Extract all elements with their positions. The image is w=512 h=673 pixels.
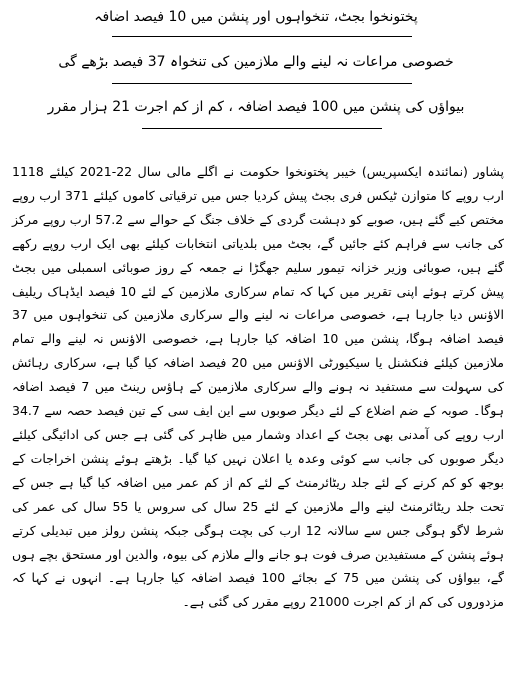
article-body: پشاور (نمائندہ ایکسپریس) خیبر پختونخوا حکومت نے اگلے مالی سال 22-2021 کیلئے 1118 ارب روپے کا متوازن ٹیکس فری بجٹ پیش کردیا جس میں ترقیاتی کاموں کیلئے 371 ارب روپے مختص کیے گئے ہیں، صوبے کو دہشت گردی کے خلاف جنگ کے حوالے سے 57.2 ارب روپے مرکز کی جانب سے فراہم کئے جائیں گے، بجٹ میں بلدیاتی انتخابات کیلئے بھی ایک ارب روپے رکھے گئے ہیں، صوبائی وزیر خزانہ تیمور سلیم جھگڑا نے جمعہ کے روز صوبائی اسمبلی میں بجٹ پیش کرتے ہوئے اپنی تقریر میں کہا کہ تمام سرکاری ملازمین کے لئے 10 فیصد ایڈہاک ریلیف الاؤنس دیا جارہا ہے، خصوصی مراعات نہ لینے والے سرکاری ملازمین کی تنخواہوں میں 37 فیصد اضافہ ہوگا، پنشن میں 10 اضافہ کیا جارہا ہے، خصوصی الاؤنس نہ لینے والے تمام ملازمین کیلئے فنکشنل یا سیکیورٹی الاؤنس میں 20 فیصد اضافہ کیا گیا ہے، سرکاری رہائش کی سہولت سے مستفید نہ ہونے والے سرکاری ملازمین کے ہاؤس رینٹ میں 7 فیصد اضافہ ہوگا۔ صوبہ کے ضم اضلاع کے لئے دیگر صوبوں سے این ایف سی کے تین فیصد حصہ سے 34.7 ارب روپے کی آمدنی بھی بجٹ کے اعداد وشمار میں ظاہر کی گئی ہے جس کی ادائیگی کیلئے دیگر صوبوں کی جانب سے کوئی وعدہ یا اعلان نہیں کیا گیا۔ بڑھتے ہوئے پنشن اخراجات کے بوجھ کو کم کرنے کے لئے جلد ریٹائرمنٹ کے لئے کم از کم عمر میں اضافہ کیا گیا ہے جس کے تحت جلد ریٹائرمنٹ لینے والے ملازمین کے لئے 25 سال کی سروس یا 55 سال کی عمر کی شرط لاگو ہوگی جس سے سالانہ 12 ارب کی بچت ہوگی جبکہ پنشن رولز میں تبدیلی کرتے ہوئے پنشن کے مستفیدین صرف فوت ہو جانے والے ملازم کی بیوہ، والدین اور مستحق بچے ہوں گے، بیواؤں کی پنشن میں 75 کے بجائے 100 فیصد اضافہ کیا جارہا ہے۔ انہوں نے کہا کہ مزدوروں کی کم از کم اجرت 21000 روپے مقرر کی گئی ہے۔ xyxy=(12,164,505,610)
headline-divider xyxy=(112,83,412,84)
headline-divider xyxy=(142,128,382,129)
headline-sub-1: خصوصی مراعات نہ لینے والے ملازمین کی تنخواہ 37 فیصد بڑھے گی xyxy=(58,54,454,70)
headline-sub-2: بیواؤں کی پنشن میں 100 فیصد اضافہ ، کم از کم اجرت 21 ہزار مقرر xyxy=(47,99,465,115)
headline-main: پختونخوا بجٹ، تنخواہوں اور پنشن میں 10 فیصد اضافہ xyxy=(94,9,418,25)
headline-divider xyxy=(112,36,412,37)
